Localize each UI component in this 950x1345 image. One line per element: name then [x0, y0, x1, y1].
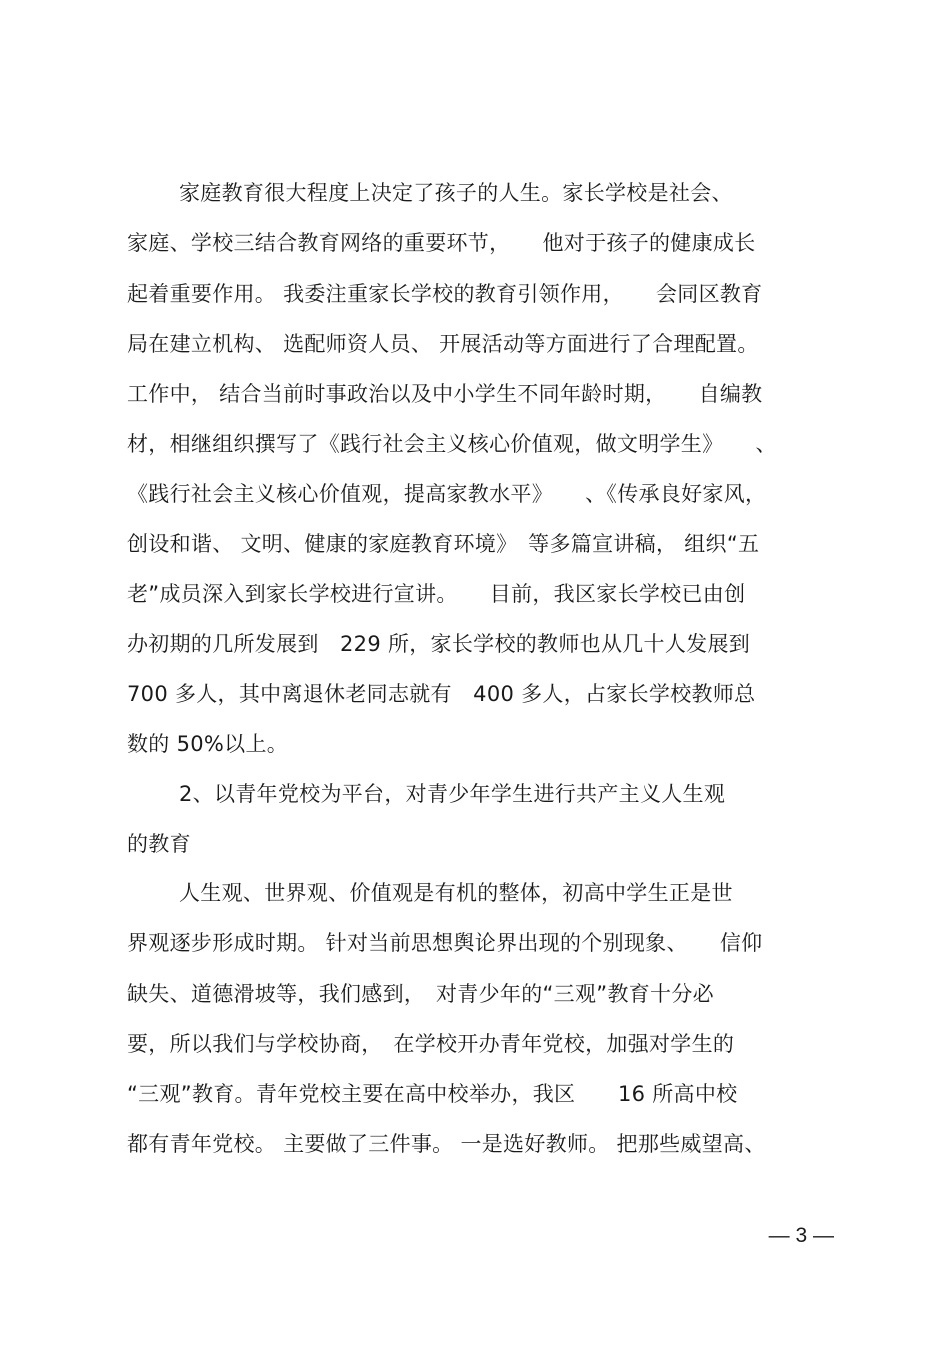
text-line: 老”成员深入到家长学校进行宣讲。 目前，我区家长学校已由创 [127, 582, 746, 606]
text-line: 家庭教育很大程度上决定了孩子的人生。家长学校是社会、 [179, 181, 733, 205]
text-line: 起着重要作用。 我委注重家长学校的教育引领作用， 会同区教育 [127, 282, 763, 306]
text-line: 《践行社会主义核心价值观，提高家教水平》 、《传承良好家风， [127, 482, 767, 506]
page-number: — 3 — [768, 1224, 834, 1247]
text-line: “三观”教育。青年党校主要在高中校举办，我区 16 所高中校 [127, 1082, 738, 1106]
text-line: 家庭、学校三结合教育网络的重要环节， 他对于孩子的健康成长 [127, 231, 756, 255]
text-line: 都有青年党校。 主要做了三件事。 一是选好教师。 把那些威望高、 [127, 1132, 766, 1156]
text-line: 创设和谐、 文明、健康的家庭教育环境》 等多篇宣讲稿， 组织“五 [127, 532, 760, 556]
text-line: 界观逐步形成时期。 针对当前思想舆论界出现的个别现象、 信仰 [127, 931, 763, 955]
text-line: 工作中， 结合当前时事政治以及中小学生不同年龄时期， 自编教 [127, 382, 763, 406]
text-line: 办初期的几所发展到 229 所，家长学校的教师也从几十人发展到 [127, 632, 751, 656]
text-line: 人生观、世界观、价值观是有机的整体，初高中学生正是世 [179, 881, 733, 905]
section-heading: 的教育 [127, 832, 191, 856]
text-line: 缺失、道德滑坡等，我们感到， 对青少年的“三观”教育十分必 [127, 982, 714, 1006]
text-line: 700 多人，其中离退休老同志就有 400 多人，占家长学校教师总 [127, 682, 756, 706]
section-heading: 2、以青年党校为平台，对青少年学生进行共产主义人生观 [179, 782, 726, 806]
text-line: 材，相继组织撰写了《践行社会主义核心价值观，做文明学生》 、 [127, 432, 777, 456]
text-line: 数的 50%以上。 [127, 732, 289, 756]
text-line: 要，所以我们与学校协商， 在学校开办青年党校，加强对学生的 [127, 1032, 735, 1056]
text-line: 局在建立机构、 选配师资人员、 开展活动等方面进行了合理配置。 [127, 332, 759, 356]
